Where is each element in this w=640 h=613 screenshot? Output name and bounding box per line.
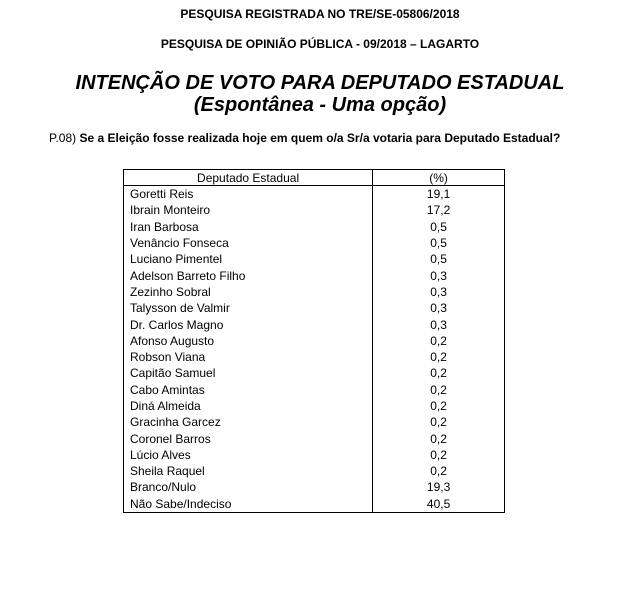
candidate-percent: 0,3 [373,300,505,316]
survey-header: PESQUISA DE OPINIÃO PÚBLICA - 09/2018 – LAGARTO [160,37,480,51]
table-row [124,479,505,495]
candidate-name: Goretti Reis [130,187,194,202]
candidate-percent: 0,2 [373,463,505,479]
candidate-name: Não Sabe/Indeciso [130,496,232,511]
table-row [124,235,505,251]
table-row [124,202,505,218]
table-row [124,463,505,479]
candidate-name: Gracinha Garcez [130,415,221,430]
candidate-percent: 0,3 [373,316,505,332]
table-row [124,496,505,513]
candidate-percent: 0,2 [373,398,505,414]
candidate-name: Sheila Raquel [130,464,205,479]
column-header-candidate: Deputado Estadual [124,170,373,186]
candidate-percent: 0,2 [373,349,505,365]
candidate-percent: 0,2 [373,365,505,381]
candidate-name: Zezinho Sobral [130,284,211,299]
candidate-percent: 0,2 [373,447,505,463]
candidate-name: Capitão Samuel [130,366,216,381]
question-number: P.08) [49,131,77,145]
candidate-name: Diná Almeida [130,399,201,413]
candidate-percent: 0,2 [373,333,505,349]
candidate-percent: 0,5 [373,235,505,251]
candidate-name: Robson Viana [130,350,206,365]
table-body [124,186,505,513]
candidate-percent: 0,5 [373,251,505,267]
candidate-name: Luciano Pimentel [130,252,223,267]
table-row [124,284,505,300]
table-row [124,219,505,235]
candidate-name: Adelson Barreto Filho [130,268,246,283]
table-row [124,186,505,203]
candidate-percent: 0,2 [373,430,505,446]
column-header-percent: (%) [373,170,505,186]
candidate-percent: 19,3 [373,479,505,495]
page-subtitle: (Espontânea - Uma opção) [193,94,447,116]
candidate-name: Talysson de Valmir [130,301,230,316]
candidate-name: Afonso Augusto [130,333,215,348]
candidate-name: Branco/Nulo [130,480,197,495]
question-text: Se a Eleição fosse realizada hoje em quem o/a Sr/a votaria para Deputado Estadual? [79,131,561,145]
candidate-percent: 40,5 [373,496,505,513]
table-row [124,414,505,430]
table-row [124,316,505,332]
candidate-name: Ibrain Monteiro [130,203,211,218]
candidate-percent: 17,2 [373,202,505,218]
table-row [124,382,505,398]
table-header-row [124,170,505,186]
candidate-percent: 19,1 [373,186,505,203]
table-row [124,365,505,381]
table-row [124,251,505,267]
candidate-percent: 0,5 [373,219,505,235]
table-row [124,267,505,283]
question [49,131,560,145]
table-row [124,447,505,463]
candidate-percent: 0,3 [373,284,505,300]
candidate-percent: 0,2 [373,414,505,430]
candidate-name: Venâncio Fonseca [130,236,229,251]
candidate-name: Coronel Barros [130,431,211,446]
table-row [124,349,505,365]
candidate-name: Dr. Carlos Magno [130,317,224,332]
table-row [124,398,505,414]
table-row [124,300,505,316]
table-row [124,430,505,446]
table-row [124,333,505,349]
results-table [123,169,505,513]
candidate-name: Cabo Amintas [130,382,205,397]
candidate-percent: 0,2 [373,382,505,398]
candidate-name: Lúcio Alves [130,447,191,462]
candidate-percent: 0,3 [373,267,505,283]
page-title: INTENÇÃO DE VOTO PARA DEPUTADO ESTADUAL [75,72,565,94]
registration-header: PESQUISA REGISTRADA NO TRE/SE-05806/2018 [180,7,460,21]
candidate-name: Iran Barbosa [130,219,199,234]
